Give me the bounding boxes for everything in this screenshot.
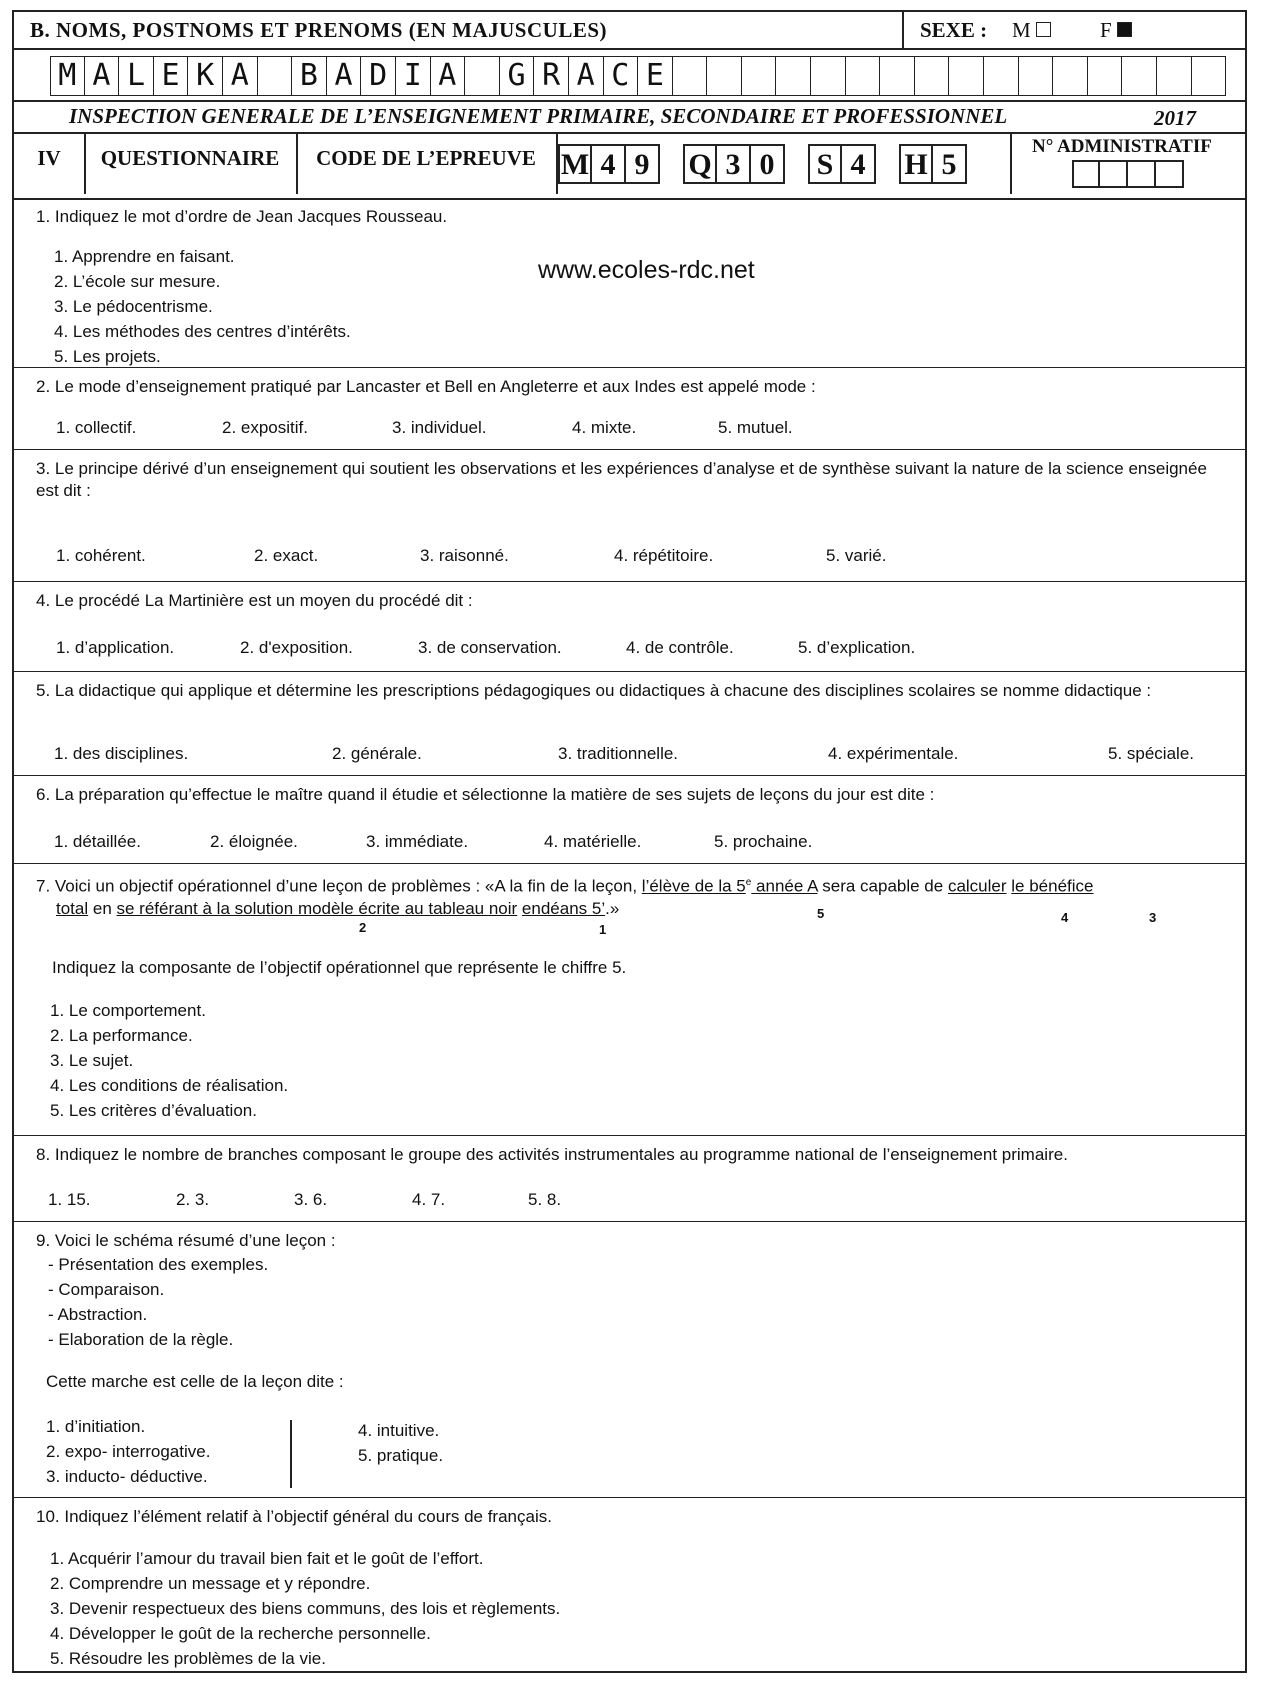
name-letter-box[interactable] bbox=[1122, 56, 1157, 96]
option[interactable]: 4. Les méthodes des centres d’intérêts. bbox=[54, 322, 351, 341]
question-stem: 7. Voici un objectif opérationnel d’une leçon de problèmes : «A la fin de la leçon, l’élève de la 5e année A sera capable de calculer le bénéfice total en se référant à la solution modèle écrite au tableau noir endéans 5’.» bbox=[36, 876, 1094, 918]
admin-number-label: N° ADMINISTRATIF bbox=[1032, 136, 1212, 157]
name-letter-box[interactable]: A bbox=[327, 56, 362, 96]
name-letter-box[interactable] bbox=[1053, 56, 1088, 96]
name-letter-box[interactable]: E bbox=[638, 56, 673, 96]
sexe-field bbox=[902, 12, 1245, 48]
name-letter-box[interactable]: K bbox=[188, 56, 223, 96]
name-letter-box[interactable] bbox=[1019, 56, 1054, 96]
question-3 bbox=[14, 450, 1245, 582]
sexe-label: SEXE : bbox=[920, 18, 988, 42]
name-letter-box[interactable] bbox=[707, 56, 742, 96]
question-subprompt: Indiquez la composante de l’objectif opérationnel que représente le chiffre 5. bbox=[52, 958, 627, 977]
name-letter-box[interactable]: D bbox=[361, 56, 396, 96]
option[interactable]: 2. d'exposition. bbox=[240, 638, 353, 657]
question-stem: 6. La préparation qu’effectue le maître quand il étudie et sélectionne la matière de ses sujets de leçons du jour est dite : bbox=[36, 785, 935, 804]
name-letter-box[interactable]: G bbox=[500, 56, 535, 96]
option[interactable]: 2. exact. bbox=[254, 546, 319, 565]
name-letter-box[interactable] bbox=[880, 56, 915, 96]
component-marker: 2 bbox=[359, 920, 367, 935]
question-subprompt: Cette marche est celle de la leçon dite : bbox=[46, 1372, 344, 1391]
code-char-box: 3 bbox=[717, 144, 751, 184]
option[interactable]: 2. L’école sur mesure. bbox=[54, 272, 221, 291]
code-char-box: 9 bbox=[626, 144, 660, 184]
name-letter-box[interactable]: R bbox=[534, 56, 569, 96]
option[interactable]: 3. individuel. bbox=[392, 418, 487, 437]
code-char-box: Q bbox=[683, 144, 717, 184]
admin-number-field bbox=[1010, 134, 1247, 194]
code-char-box: 5 bbox=[933, 144, 967, 184]
name-letter-box[interactable]: A bbox=[431, 56, 466, 96]
inspection-banner bbox=[14, 100, 1245, 132]
admin-number-boxes[interactable] bbox=[1072, 160, 1184, 188]
option[interactable]: 5. d’explication. bbox=[798, 638, 916, 657]
option[interactable]: 4. 7. bbox=[412, 1190, 446, 1209]
exam-year: 2017 bbox=[1154, 106, 1196, 130]
name-letter-box[interactable] bbox=[984, 56, 1019, 96]
option[interactable]: 5. spéciale. bbox=[1108, 744, 1194, 763]
component-marker: 1 bbox=[599, 922, 607, 937]
option[interactable]: 1. collectif. bbox=[56, 418, 137, 437]
lesson-step: - Abstraction. bbox=[48, 1305, 148, 1324]
option[interactable]: 2. générale. bbox=[332, 744, 422, 763]
option[interactable]: 4. intuitive. bbox=[358, 1421, 440, 1440]
option[interactable]: 1. Apprendre en faisant. bbox=[54, 247, 235, 266]
option[interactable]: 4. expérimentale. bbox=[828, 744, 959, 763]
option[interactable]: 2. éloignée. bbox=[210, 832, 298, 851]
name-letter-box[interactable] bbox=[258, 56, 293, 96]
inspection-title: INSPECTION GENERALE DE L’ENSEIGNEMENT PRIMAIRE, SECONDAIRE ET PROFESSIONNEL bbox=[69, 104, 1008, 128]
option[interactable]: 3. Le sujet. bbox=[50, 1051, 134, 1070]
option[interactable]: 4. Développer le goût de la recherche personnelle. bbox=[50, 1624, 431, 1643]
name-letter-box[interactable]: I bbox=[396, 56, 431, 96]
option[interactable]: 1. des disciplines. bbox=[54, 744, 189, 763]
component-marker: 5 bbox=[817, 906, 825, 921]
name-letter-box[interactable] bbox=[742, 56, 777, 96]
question-2 bbox=[14, 368, 1245, 450]
option[interactable]: 2. expositif. bbox=[222, 418, 308, 437]
name-letter-box[interactable] bbox=[1088, 56, 1123, 96]
question-6 bbox=[14, 776, 1245, 864]
options-list-left bbox=[46, 1414, 210, 1489]
question-4 bbox=[14, 582, 1245, 672]
options-list bbox=[50, 998, 288, 1123]
sexe-f-checkbox[interactable] bbox=[1117, 22, 1132, 37]
code-group bbox=[899, 144, 967, 184]
option[interactable]: 3. de conservation. bbox=[418, 638, 562, 657]
exam-code-boxes bbox=[558, 144, 990, 184]
option[interactable]: 3. Devenir respectueux des biens communs, des lois et règlements. bbox=[50, 1599, 561, 1618]
question-stem: 1. Indiquez le mot d’ordre de Jean Jacques Rousseau. bbox=[36, 207, 448, 226]
option[interactable]: 5. pratique. bbox=[358, 1446, 444, 1465]
name-letter-box[interactable] bbox=[465, 56, 500, 96]
lesson-step: - Elaboration de la règle. bbox=[48, 1330, 234, 1349]
options-list-right bbox=[358, 1418, 443, 1468]
sexe-m-option[interactable]: M bbox=[1012, 18, 1051, 43]
question-stem: 2. Le mode d’enseignement pratiqué par Lancaster et Bell en Angleterre et aux Indes est appelé mode : bbox=[36, 377, 816, 396]
option[interactable]: 1. Le comportement. bbox=[50, 1001, 206, 1020]
questionnaire-label: QUESTIONNAIRE bbox=[84, 134, 298, 194]
name-letter-box[interactable]: A bbox=[223, 56, 258, 96]
option[interactable]: 5. Les critères d’évaluation. bbox=[50, 1101, 257, 1120]
watermark-url: www.ecoles-rdc.net bbox=[538, 256, 755, 284]
identity-header bbox=[14, 12, 1245, 50]
name-letter-box[interactable]: A bbox=[85, 56, 120, 96]
option[interactable]: 2. La performance. bbox=[50, 1026, 193, 1045]
code-group bbox=[808, 144, 876, 184]
option[interactable]: 3. Le pédocentrisme. bbox=[54, 297, 213, 316]
option[interactable]: 5. prochaine. bbox=[714, 832, 813, 851]
question-5 bbox=[14, 672, 1245, 776]
question-stem: 4. Le procédé La Martinière est un moyen du procédé dit : bbox=[36, 591, 473, 610]
question-stem: 10. Indiquez l’élément relatif à l’objectif général du cours de français. bbox=[36, 1507, 552, 1526]
name-letter-box[interactable]: L bbox=[119, 56, 154, 96]
options-list bbox=[54, 244, 351, 369]
sexe-m-checkbox[interactable] bbox=[1036, 22, 1051, 37]
name-letter-box[interactable] bbox=[949, 56, 984, 96]
exam-code-header bbox=[14, 132, 1245, 200]
option[interactable]: 1. détaillée. bbox=[54, 832, 141, 851]
option[interactable]: 5. varié. bbox=[826, 546, 887, 565]
name-letter-box[interactable]: B bbox=[292, 56, 327, 96]
lesson-steps bbox=[48, 1252, 268, 1352]
option[interactable]: 1. 15. bbox=[48, 1190, 91, 1209]
option[interactable]: 4. répétitoire. bbox=[614, 546, 714, 565]
option[interactable]: 4. de contrôle. bbox=[626, 638, 734, 657]
code-char-box: 4 bbox=[592, 144, 626, 184]
code-char-box: 4 bbox=[842, 144, 876, 184]
sexe-f-option[interactable]: F bbox=[1100, 18, 1132, 43]
option[interactable]: 5. Résoudre les problèmes de la vie. bbox=[50, 1649, 326, 1668]
option[interactable]: 3. raisonné. bbox=[420, 546, 509, 565]
code-char-box: H bbox=[899, 144, 933, 184]
option[interactable]: 3. immédiate. bbox=[366, 832, 469, 851]
component-marker: 3 bbox=[1149, 910, 1157, 925]
question-8 bbox=[14, 1136, 1245, 1222]
option[interactable]: 5. mutuel. bbox=[718, 418, 793, 437]
name-letter-box[interactable] bbox=[1192, 56, 1227, 96]
name-letter-box[interactable] bbox=[1157, 56, 1192, 96]
question-9 bbox=[14, 1222, 1245, 1498]
code-char-box: M bbox=[558, 144, 592, 184]
option[interactable]: 1. d’application. bbox=[56, 638, 175, 657]
name-letter-boxes[interactable] bbox=[50, 56, 1228, 96]
column-divider bbox=[290, 1420, 292, 1488]
name-letter-box[interactable] bbox=[846, 56, 881, 96]
component-marker: 4 bbox=[1061, 910, 1069, 925]
option[interactable]: 1. Acquérir l’amour du travail bien fait et le goût de l’effort. bbox=[50, 1549, 484, 1568]
exam-sheet bbox=[12, 10, 1247, 1673]
options-list bbox=[50, 1546, 560, 1671]
name-letter-box[interactable]: M bbox=[50, 56, 85, 96]
name-letter-box[interactable] bbox=[673, 56, 708, 96]
name-letter-box[interactable] bbox=[811, 56, 846, 96]
section-number: IV bbox=[14, 134, 86, 194]
question-stem: 3. Le principe dérivé d’un enseignement qui soutient les observations et les expériences d’analyse et de synthèse suivant la nature de la science enseignée est dit : bbox=[36, 459, 1207, 500]
name-letter-box[interactable] bbox=[776, 56, 811, 96]
option[interactable]: 3. inducto- déductive. bbox=[46, 1467, 208, 1486]
lesson-step: - Présentation des exemples. bbox=[48, 1255, 269, 1274]
option[interactable]: 2. Comprendre un message et y répondre. bbox=[50, 1574, 371, 1593]
code-group bbox=[558, 144, 660, 184]
name-letter-box[interactable]: C bbox=[604, 56, 639, 96]
names-label: B. NOMS, POSTNOMS ET PRENOMS (EN MAJUSCULES) bbox=[30, 18, 608, 42]
code-label: CODE DE L’EPREUVE bbox=[296, 134, 558, 194]
question-stem: 5. La didactique qui applique et détermine les prescriptions pédagogiques ou didactiques à chacune des disciplines scolaires se nomme didactique : bbox=[36, 681, 1152, 700]
option[interactable]: 4. mixte. bbox=[572, 418, 637, 437]
option[interactable]: 5. Les projets. bbox=[54, 347, 161, 366]
option[interactable]: 4. Les conditions de réalisation. bbox=[50, 1076, 289, 1095]
option[interactable]: 3. traditionnelle. bbox=[558, 744, 679, 763]
option[interactable]: 1. d’initiation. bbox=[46, 1417, 146, 1436]
option[interactable]: 2. 3. bbox=[176, 1190, 210, 1209]
name-letter-box[interactable]: A bbox=[569, 56, 604, 96]
question-stem: 9. Voici le schéma résumé d’une leçon : bbox=[36, 1231, 336, 1250]
lesson-step: - Comparaison. bbox=[48, 1280, 165, 1299]
option[interactable]: 5. 8. bbox=[528, 1190, 562, 1209]
option[interactable]: 1. cohérent. bbox=[56, 546, 146, 565]
question-10 bbox=[14, 1498, 1245, 1673]
option[interactable]: 2. expo- interrogative. bbox=[46, 1442, 211, 1461]
option[interactable]: 4. matérielle. bbox=[544, 832, 642, 851]
code-char-box: 0 bbox=[751, 144, 785, 184]
name-letter-box[interactable]: E bbox=[154, 56, 189, 96]
question-stem: 8. Indiquez le nombre de branches composant le groupe des activités instrumentales au programme national de l’enseignement primaire. bbox=[36, 1145, 1068, 1164]
name-letter-box[interactable] bbox=[915, 56, 950, 96]
question-7 bbox=[14, 864, 1245, 1136]
option[interactable]: 3. 6. bbox=[294, 1190, 328, 1209]
code-group bbox=[683, 144, 785, 184]
code-char-box: S bbox=[808, 144, 842, 184]
